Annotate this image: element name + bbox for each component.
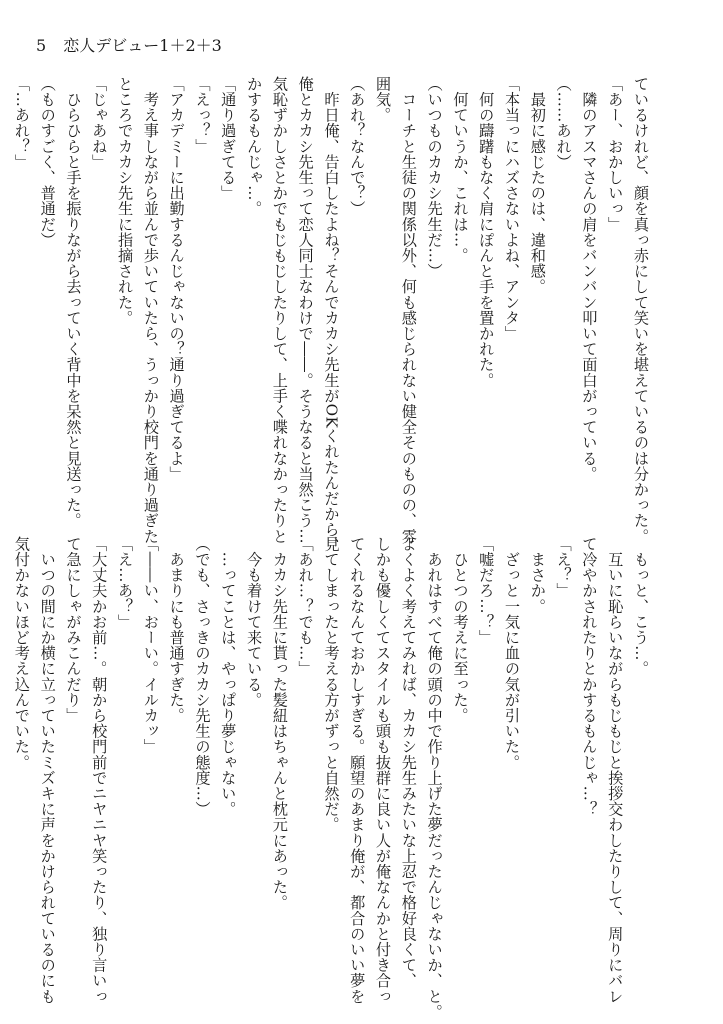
text-line: あれはすべて俺の頭の中で作り上げた夢だったんじゃないか、と。: [425, 536, 444, 1020]
text-line: 隣のアスマさんの肩をバンバン叩いて面白がっている。: [580, 76, 599, 482]
text-line: 「本当っにハズさないよね、アンタ」: [503, 76, 522, 342]
text-line: 「あー、おかしいっ」: [606, 76, 625, 232]
text-line: コーチと生徒の関係以外、何も感じられない健全そのものの、雰: [399, 76, 418, 544]
text-line: まさか。: [528, 536, 547, 614]
text-line: て急にしゃがみこんだり」: [64, 536, 83, 724]
text-line: 何ていうか、これは…。: [451, 76, 470, 264]
text-line: 互いに恥らいながらもじもじと挨拶交わしたりして、周りにバレ: [606, 536, 625, 1004]
text-line: よくよく考えてみれば、カカシ先生みたいな上忍で格好良くて、: [399, 536, 418, 989]
text-line: いつの間にか横に立っていたミズキに声をかけられているのにも: [38, 536, 57, 1004]
running-header: [36, 33, 222, 56]
text-line: かするもんじゃ…。: [245, 76, 264, 217]
text-line: （ものすごく、普通だ）: [38, 76, 57, 248]
page-number: 5: [36, 36, 47, 55]
text-line: 気付かないほど考え込んでいた。: [12, 536, 31, 770]
text-line: 今も着けて来ている。: [245, 536, 264, 708]
text-line: 「――い、おーい。イルカッ」: [141, 536, 160, 755]
text-line: 考え事しながら並んで歩いていたら、うっかり校門を通り過ぎた: [141, 76, 160, 544]
text-line: あまりにも普通すぎた。: [167, 536, 186, 724]
text-line: 「通り過ぎてる」: [219, 76, 238, 201]
text-line: 何の躊躇もなく肩にぽんと手を置かれた。: [477, 76, 496, 388]
text-line: 「…あれ？」: [12, 76, 31, 170]
text-line: ざっと一気に血の気が引いた。: [503, 536, 522, 770]
text-line: （……あれ）: [554, 76, 573, 170]
text-line: てくれるなんておかしすぎる。願望のあまり俺が、都合のいい夢を: [348, 536, 367, 1004]
text-line: 「え…あ？」: [116, 536, 135, 630]
text-line: 「じゃあね」: [90, 76, 109, 170]
text-line: カカシ先生に貰った髪紐はちゃんと枕元にあった。: [270, 536, 289, 911]
text-line: …ってことは、やっぱり夢じゃない。: [219, 536, 238, 817]
text-line: しかも優しくてスタイルも頭も抜群に良い人が俺なんかと付き合っ: [374, 536, 393, 1004]
text-line: ひとつの考えに至った。: [451, 536, 470, 724]
text-line: ているけれど、顔を真っ赤にして笑いを堪えているのは分かった。: [632, 76, 650, 544]
text-line: 「アカデミーに出勤するんじゃないの？通り過ぎてるよ」: [167, 76, 186, 482]
text-line: （でも、さっきのカカシ先生の態度…）: [193, 536, 212, 817]
text-line: （いつものカカシ先生だ…）: [425, 76, 444, 279]
text-line: 囲気。: [374, 76, 393, 123]
text-line: 昨日俺、告白したよね？そんでカカシ先生がOKくれたんだから、: [322, 76, 341, 553]
text-line: 最初に感じたのは、違和感。: [528, 76, 547, 295]
text-line: て冷やかされたりとかするもんじゃ…？: [580, 536, 599, 817]
text-line: 「嘘だろ…？」: [477, 536, 496, 646]
book-title: 恋人デビュー1＋2＋3: [63, 36, 222, 55]
text-line: （あれ？なんで？）: [348, 76, 367, 217]
text-line: 「大丈夫かお前…。朝から校門前でニヤニヤ笑ったり、独り言いっ: [90, 536, 109, 1004]
text-line: 気恥ずかしさとかでもじもじしたりして、上手く喋れなかったりと: [270, 76, 289, 544]
text-block-bottom: [12, 536, 653, 1020]
text-line: 「え？」: [554, 536, 573, 599]
text-line: 「えっ？」: [193, 76, 212, 154]
text-line: 「あれ…？でも…」: [296, 536, 315, 677]
text-line: 俺とカカシ先生って恋人同士なわけで――。そうなると当然こう…: [296, 76, 315, 544]
text-line: ところでカカシ先生に指摘された。: [116, 76, 135, 326]
text-line: ひらひらと手を振りながら去っていく背中を呆然と見送った。: [64, 76, 83, 529]
text-line: 見てしまったと考える方がずっと自然だ。: [322, 536, 341, 833]
text-line: もっと、こう…。: [632, 536, 650, 677]
text-block-top: [12, 76, 653, 553]
